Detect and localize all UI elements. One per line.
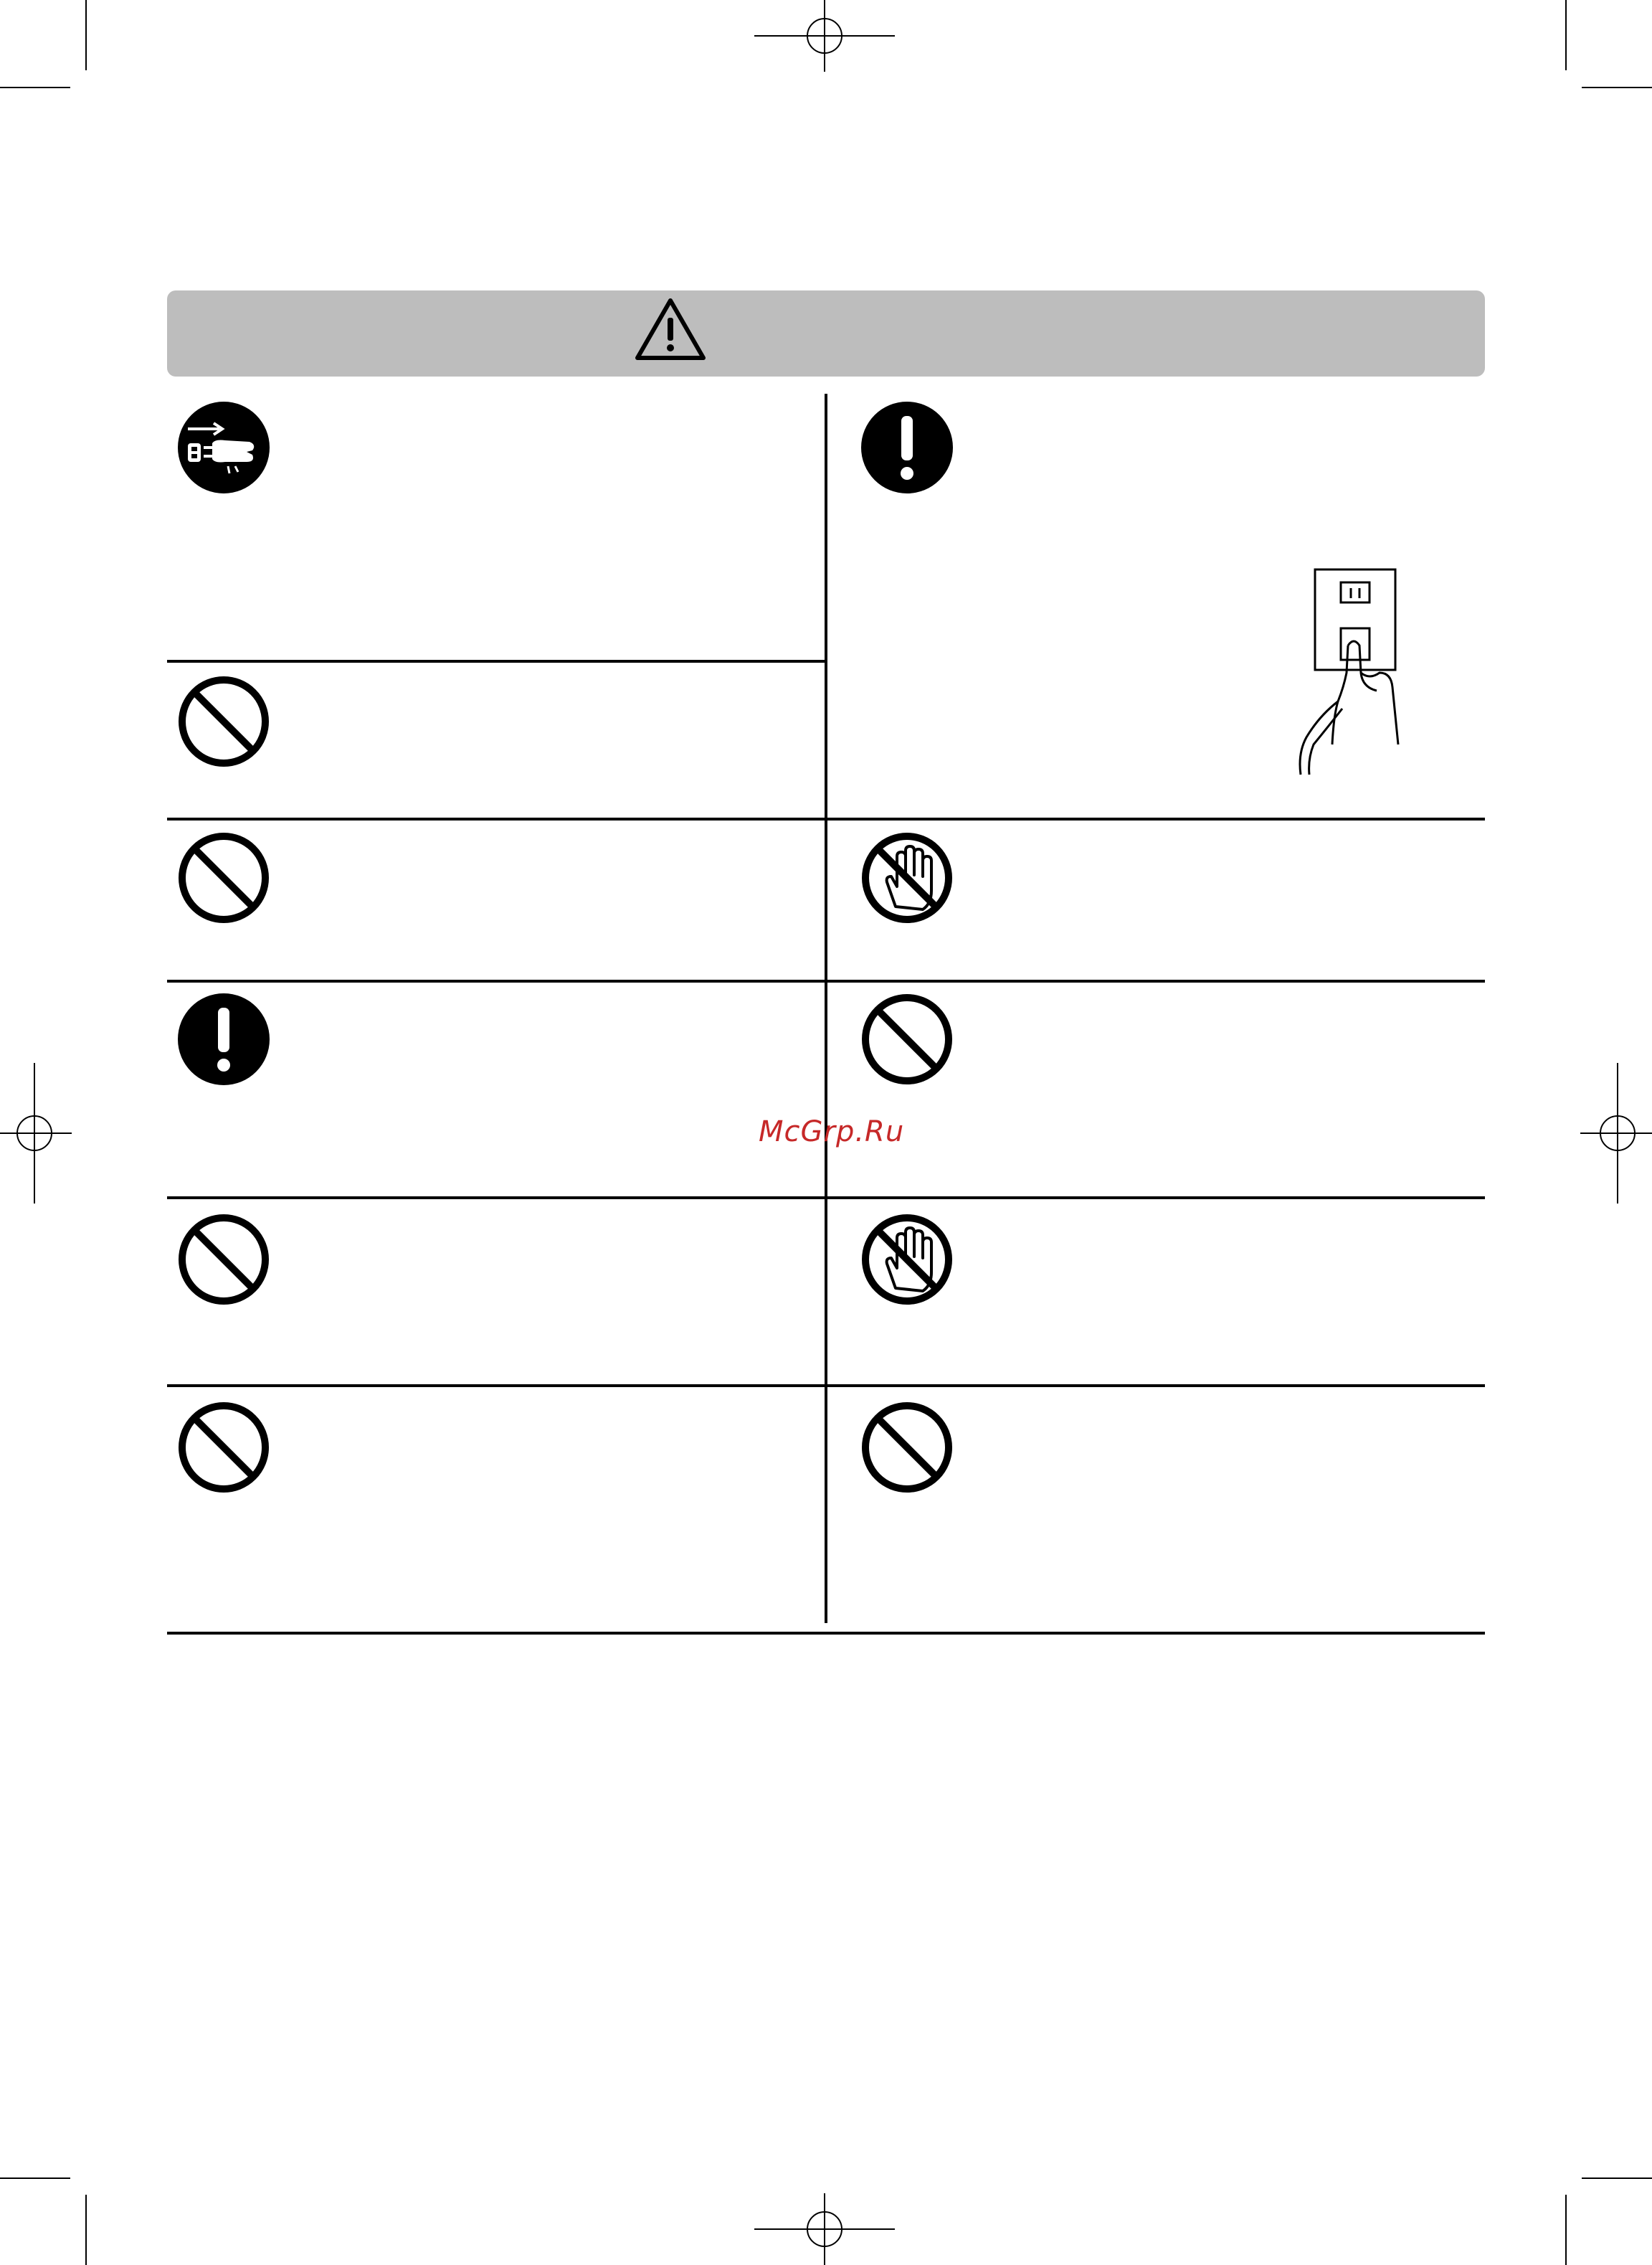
caution-header-bar bbox=[167, 290, 1485, 377]
prohibited-icon bbox=[861, 1401, 953, 1493]
registration-mark-left bbox=[0, 1063, 72, 1204]
prohibited-icon bbox=[178, 832, 270, 924]
do-not-touch-icon bbox=[861, 832, 953, 924]
mandatory-icon bbox=[178, 993, 270, 1085]
prohibited-icon bbox=[861, 993, 953, 1085]
unplug-icon bbox=[178, 402, 270, 493]
plug-in-outlet-illustration bbox=[1291, 565, 1405, 780]
registration-mark-right bbox=[1580, 1063, 1652, 1204]
registration-mark-bottom bbox=[754, 2193, 895, 2265]
warning-triangle-icon bbox=[633, 296, 708, 364]
prohibited-icon bbox=[178, 1401, 270, 1493]
prohibited-icon bbox=[178, 1214, 270, 1305]
registration-mark-top bbox=[754, 0, 895, 72]
mandatory-icon bbox=[861, 402, 953, 493]
watermark-text: McGrp.Ru bbox=[759, 1115, 905, 1148]
prohibited-icon bbox=[178, 676, 270, 767]
do-not-touch-icon bbox=[861, 1214, 953, 1305]
